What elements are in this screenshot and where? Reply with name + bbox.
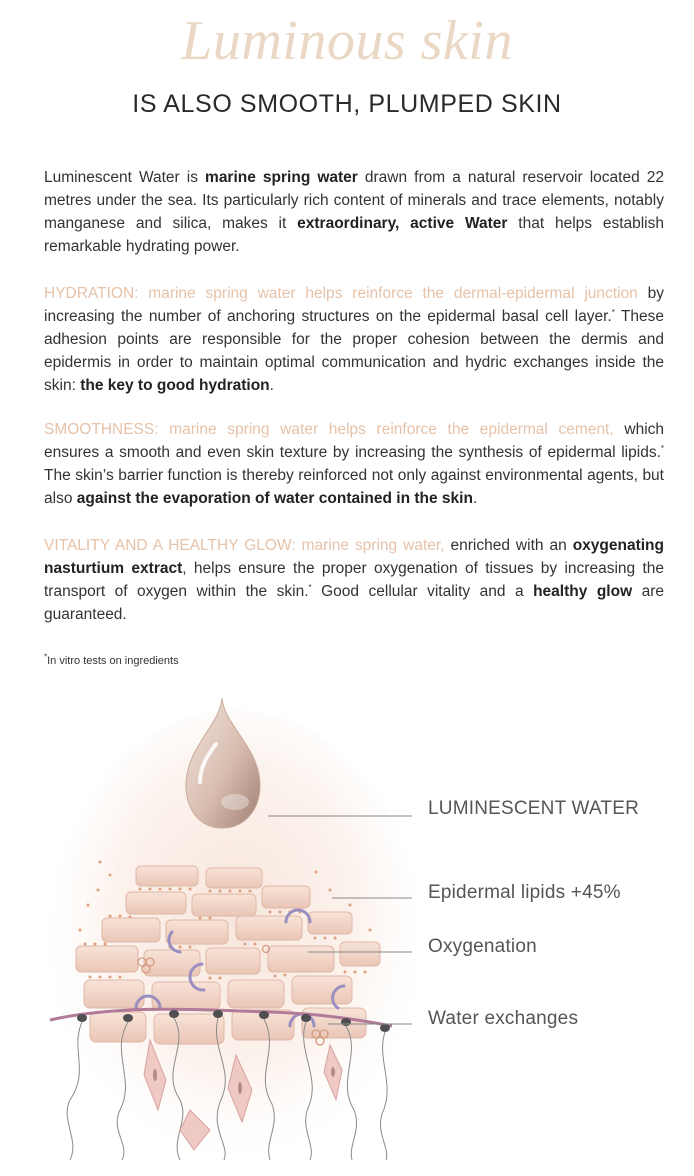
label-luminescent-water: LUMINESCENT WATER: [428, 798, 640, 819]
label-epidermal-lipids: Epidermal lipids +45%: [428, 882, 621, 903]
smoothness-paragraph: SMOOTHNESS: marine spring water helps reinforce the epidermal cement, which ensures a smooth and even skin texture by increasing the synthesis of epidermal lipids.* The skin’s barrier function is thereby reinforced not only against environmental agents, but also against the evaporation of water contained in the skin.: [44, 421, 665, 507]
hydration-heading: HYDRATION: marine spring water helps reinforce the dermal-epidermal junction: [44, 285, 638, 302]
label-water-exchanges: Water exchanges: [428, 1008, 579, 1029]
intro-bold-2: extraordinary, active Water: [297, 215, 508, 232]
vitality-bold-2: healthy glow: [533, 583, 633, 600]
intro-bold-1: marine spring water: [205, 169, 358, 186]
smoothness-bold: against the evaporation of water contained in the skin: [76, 490, 473, 507]
smoothness-heading: SMOOTHNESS: marine spring water helps reinforce the epidermal cement,: [44, 421, 614, 438]
page-subtitle: IS ALSO SMOOTH, PLUMPED SKIN: [132, 90, 562, 118]
hydration-bold: the key to good hydration: [80, 377, 270, 394]
intro-paragraph: Luminescent Water is marine spring water drawn from a natural reservoir located 22 metres under the sea. Its particularly rich content of minerals and trace elements, notably manganese and silica, makes it extraordinary, active Water that helps establish remarkable hydrating power.: [44, 169, 665, 255]
vitality-heading: VITALITY AND A HEALTHY GLOW: marine spring water,: [44, 537, 445, 554]
vitality-bold-1: oxygenating nasturtium extract: [44, 537, 664, 577]
page-title: Luminous skin: [181, 10, 513, 72]
footnote: *In vitro tests on ingredients: [44, 652, 179, 667]
label-oxygenation: Oxygenation: [428, 936, 537, 957]
hydration-paragraph: HYDRATION: marine spring water helps reinforce the dermal-epidermal junction by increasing the number of anchoring structures on the epidermal basal cell layer.* These adhesion points are responsible for the proper cohesion between the dermis and epidermis in order to maintain optimal communication and hydric exchanges inside the skin: the key to good hydration.: [44, 285, 664, 394]
vitality-paragraph: VITALITY AND A HEALTHY GLOW: marine spring water, enriched with an oxygenating nasturtium extract, helps ensure the proper oxygenation of tissues by increasing the transport of oxygen within the skin.* Good cellular vitality and a healthy glow are guaranteed.: [44, 537, 665, 623]
